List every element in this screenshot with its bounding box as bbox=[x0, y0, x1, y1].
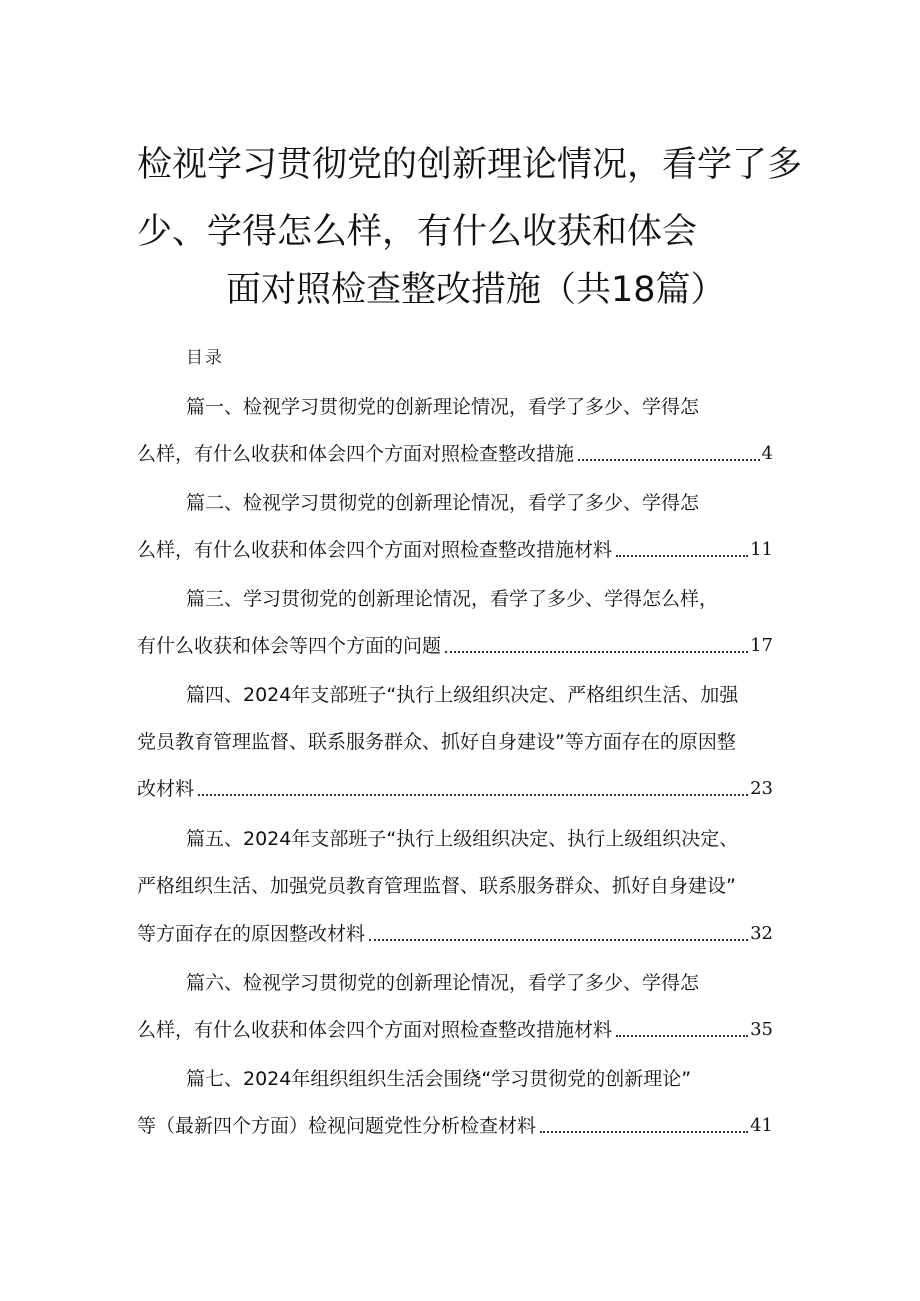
toc-entry-text: 篇七、2024年组织组织生活会围绕“学习贯彻党的创新理论” bbox=[186, 1068, 692, 1090]
document-title-line-1: 检视学习贯彻党的创新理论情况，看学了多 bbox=[137, 145, 803, 185]
toc-entry-text: 篇五、2024年支部班子“执行上级组织决定、执行上级组织决定、 bbox=[186, 828, 739, 850]
toc-entry-last-line bbox=[137, 1017, 773, 1043]
toc-entry-text: 等（最新四个方面）检视问题党性分析检查材料 bbox=[137, 1115, 537, 1137]
toc-page-number: 17 bbox=[750, 635, 773, 656]
toc-entry-text: 篇一、检视学习贯彻党的创新理论情况，看学了多少、学得怎 bbox=[186, 396, 700, 418]
dot-leader bbox=[616, 1035, 748, 1037]
toc-entry-last-line bbox=[137, 776, 773, 802]
toc-entry-text: 么样，有什么收获和体会四个方面对照检查整改措施材料 bbox=[137, 539, 613, 561]
toc-entry-text: 有什么收获和体会等四个方面的问题 bbox=[137, 635, 442, 657]
dot-leader bbox=[369, 939, 748, 941]
dot-leader bbox=[445, 651, 748, 653]
document-title-line-3: 面对照检查整改措施（共18篇） bbox=[226, 270, 726, 310]
toc-entry-last-line bbox=[137, 1113, 773, 1139]
toc-entry-text: 党员教育管理监督、联系服务群众、抓好自身建设”等方面存在的原因整 bbox=[137, 731, 736, 753]
toc-page-number: 35 bbox=[750, 1019, 773, 1040]
toc-page-number: 23 bbox=[750, 778, 773, 799]
toc-page-number: 4 bbox=[761, 443, 773, 464]
toc-page-number: 32 bbox=[750, 923, 773, 944]
toc-entry-last-line bbox=[137, 633, 773, 659]
document-title-line-2: 少、学得怎么样，有什么收获和体会 bbox=[137, 212, 698, 252]
toc-entry-last-line bbox=[137, 921, 773, 947]
toc-entry-text: 么样，有什么收获和体会四个方面对照检查整改措施材料 bbox=[137, 1019, 613, 1041]
toc-entry-text: 等方面存在的原因整改材料 bbox=[137, 923, 366, 945]
toc-entry-text: 篇四、2024年支部班子“执行上级组织决定、严格组织生活、加强 bbox=[186, 684, 739, 706]
toc-entry-last-line bbox=[137, 441, 773, 467]
toc-entry-text: 篇六、检视学习贯彻党的创新理论情况，看学了多少、学得怎 bbox=[186, 972, 700, 994]
dot-leader bbox=[578, 459, 760, 461]
dot-leader bbox=[616, 555, 748, 557]
toc-entry-text: 严格组织生活、加强党员教育管理监督、联系服务群众、抓好自身建设” bbox=[137, 875, 736, 897]
toc-heading: 目录 bbox=[186, 348, 224, 368]
dot-leader bbox=[198, 794, 748, 796]
dot-leader bbox=[540, 1131, 748, 1133]
toc-entry-text: 么样，有什么收获和体会四个方面对照检查整改措施 bbox=[137, 443, 575, 465]
toc-page-number: 11 bbox=[750, 539, 773, 560]
toc-entry-last-line bbox=[137, 537, 773, 563]
toc-entry-text: 篇二、检视学习贯彻党的创新理论情况，看学了多少、学得怎 bbox=[186, 492, 700, 514]
toc-entry-text: 篇三、学习贯彻党的创新理论情况，看学了多少、学得怎么样， bbox=[186, 588, 719, 610]
toc-entry-text: 改材料 bbox=[137, 778, 195, 800]
toc-page-number: 41 bbox=[750, 1115, 773, 1136]
